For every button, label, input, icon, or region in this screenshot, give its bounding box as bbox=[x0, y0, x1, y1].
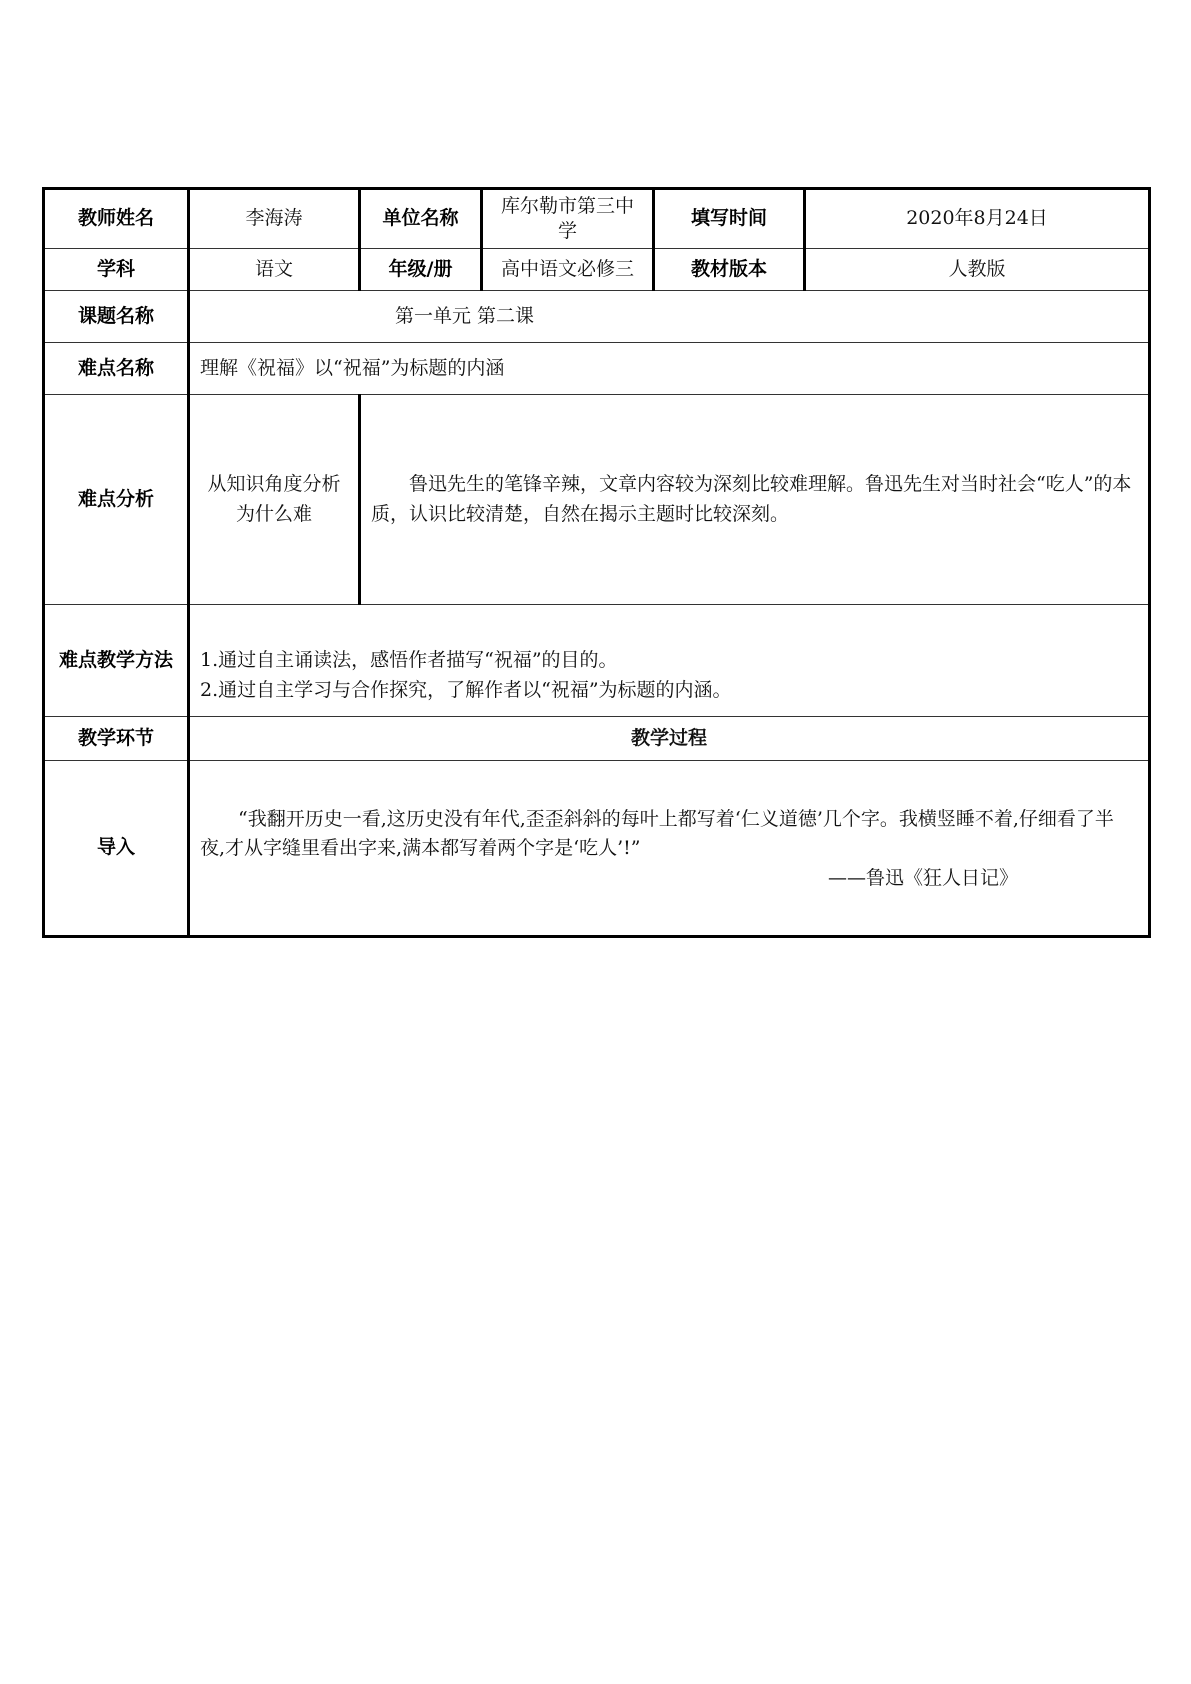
teacher-label: 教师姓名 bbox=[44, 189, 189, 249]
lesson-plan-table bbox=[42, 187, 1151, 938]
difficulty-label: 难点名称 bbox=[44, 343, 189, 395]
textbook-value: 人教版 bbox=[805, 249, 1150, 291]
topic-value: 第一单元 第二课 bbox=[189, 291, 1150, 343]
row-intro bbox=[44, 761, 1150, 937]
row-subject bbox=[44, 249, 1150, 291]
fill-time-value: 2020年8月24日 bbox=[805, 189, 1150, 249]
process-label: 教学过程 bbox=[189, 717, 1150, 761]
method-line-1: 1.通过自主诵读法，感悟作者描写“祝福”的目的。 bbox=[200, 649, 618, 672]
method-line-2: 2.通过自主学习与合作探究，了解作者以“祝福”为标题的内涵。 bbox=[200, 678, 732, 701]
row-topic bbox=[44, 291, 1150, 343]
method-label: 难点教学方法 bbox=[44, 605, 189, 717]
row-difficulty bbox=[44, 343, 1150, 395]
row-method bbox=[44, 605, 1150, 717]
intro-label: 导入 bbox=[44, 761, 189, 937]
teacher-value: 李海涛 bbox=[189, 189, 360, 249]
fill-time-label: 填写时间 bbox=[654, 189, 805, 249]
unit-label: 单位名称 bbox=[360, 189, 482, 249]
analysis-label: 难点分析 bbox=[44, 395, 189, 605]
unit-value: 库尔勒市第三中学 bbox=[482, 189, 654, 249]
grade-label: 年级/册 bbox=[360, 249, 482, 291]
method-content bbox=[189, 605, 1150, 717]
grade-value: 高中语文必修三 bbox=[482, 249, 654, 291]
row-teacher bbox=[44, 189, 1150, 249]
intro-source: ——鲁迅《狂人日记》 bbox=[827, 866, 1018, 889]
stage-label: 教学环节 bbox=[44, 717, 189, 761]
row-stage-header bbox=[44, 717, 1150, 761]
subject-label: 学科 bbox=[44, 249, 189, 291]
intro-content bbox=[189, 761, 1150, 937]
topic-label: 课题名称 bbox=[44, 291, 189, 343]
row-analysis bbox=[44, 395, 1150, 605]
textbook-label: 教材版本 bbox=[654, 249, 805, 291]
difficulty-value: 理解《祝福》以“祝福”为标题的内涵 bbox=[189, 343, 1150, 395]
lesson-plan-sheet bbox=[42, 187, 1148, 938]
analysis-subtitle: 从知识角度分析为什么难 bbox=[189, 395, 360, 605]
intro-quote: “我翻开历史一看,这历史没有年代,歪歪斜斜的每叶上都写着‘仁义道德’几个字。我横竖睡不着,仔细看了半夜,才从字缝里看出字来,满本都写着两个字是‘吃人’!” bbox=[200, 808, 1114, 860]
analysis-text: 鲁迅先生的笔锋辛辣，文章内容较为深刻比较难理解。鲁迅先生对当时社会“吃人”的本质，认识比较清楚，自然在揭示主题时比较深刻。 bbox=[360, 395, 1150, 605]
subject-value: 语文 bbox=[189, 249, 360, 291]
